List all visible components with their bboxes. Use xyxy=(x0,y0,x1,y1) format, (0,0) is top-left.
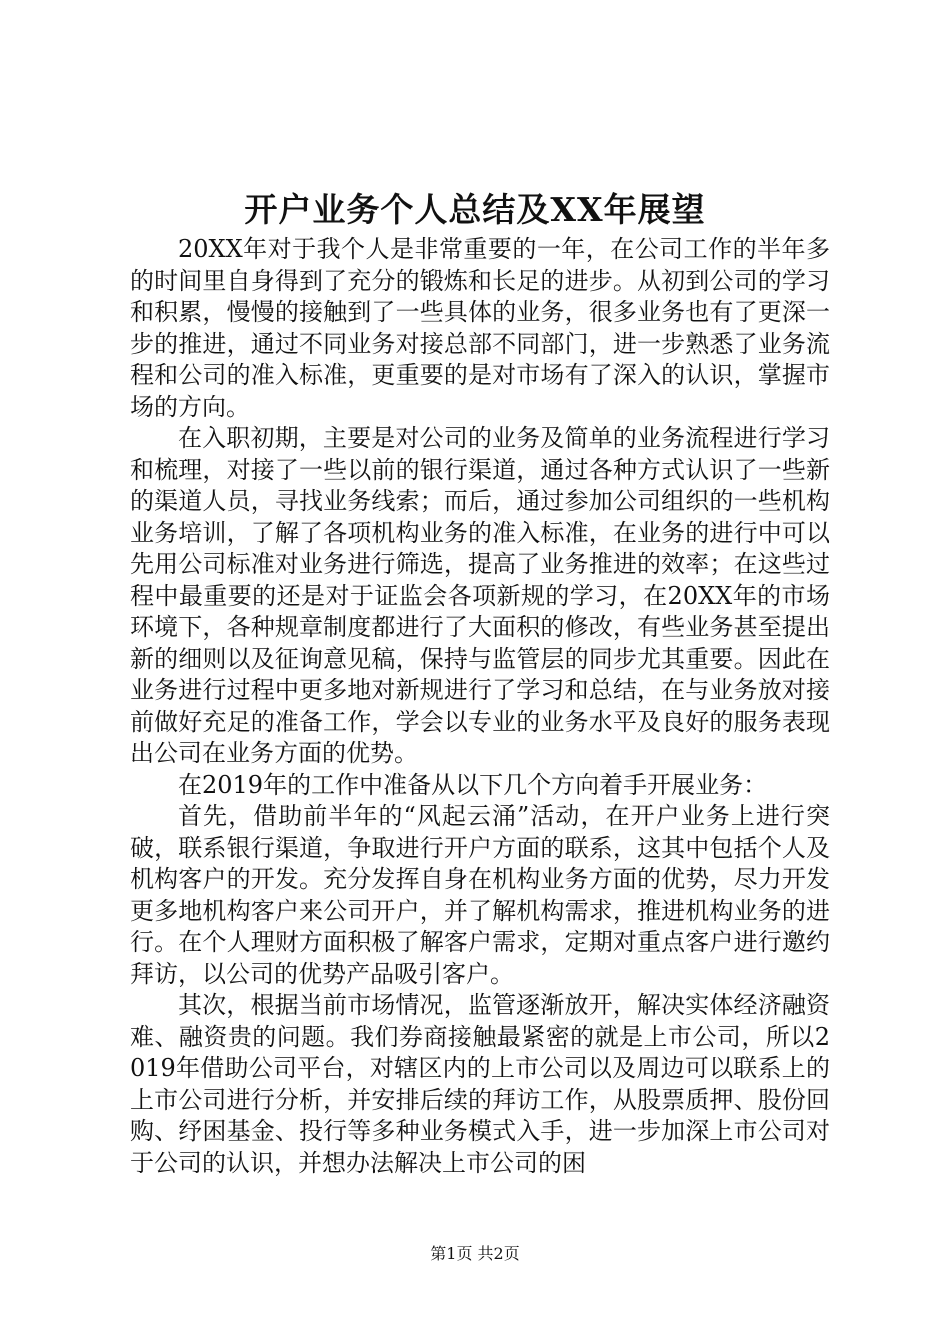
paragraph-second-direction: 其次，根据当前市场情况，监管逐渐放开，解决实体经济融资难、融资贵的问题。我们券商接触最紧密的就是上市公司，所以2019年借助公司平台，对辖区内的上市公司以及周边可以联系上的上市公司进行分析，并安排后续的拜访工作，从股票质押、股份回购、纾困基金、投行等多种业务模式入手，进一步加深上市公司对于公司的认识，并想办法解决上市公司的困 xyxy=(130,991,830,1177)
paragraph-first-direction: 首先，借助前半年的“风起云涌”活动，在开户业务上进行突破，联系银行渠道，争取进行开户方面的联系，这其中包括个人及机构客户的开发。充分发挥自身在机构业务方面的优势，尽力开发更多地机构客户来公司开户，并了解机构需求，推进机构业务的进行。在个人理财方面积极了解客户需求，定期对重点客户进行邀约拜访，以公司的优势产品吸引客户。 xyxy=(130,802,830,988)
page-number-footer: 第1页 共2页 xyxy=(430,1244,520,1263)
paragraph-early-stage: 在入职初期，主要是对公司的业务及简单的业务流程进行学习和梳理，对接了一些以前的银行渠道，通过各种方式认识了一些新的渠道人员，寻找业务线索；而后，通过参加公司组织的一些机构业务培训，了解了各项机构业务的准入标准，在业务的进行中可以先用公司标准对业务进行筛选，提高了业务推进的效率；在这些过程中最重要的还是对于证监会各项新规的学习，在20XX年的市场环境下，各种规章制度都进行了大面积的修改，有些业务甚至提出新的细则以及征询意见稿，保持与监管层的同步尤其重要。因此在业务进行过程中更多地对新规进行了学习和总结，在与业务放对接前做好充足的准备工作，学会以专业的业务水平及良好的服务表现出公司在业务方面的优势。 xyxy=(130,424,830,767)
document-body xyxy=(130,234,830,1179)
document-title: 开户业务个人总结及XX年展望 xyxy=(244,190,706,229)
paragraph-intro: 20XX年对于我个人是非常重要的一年，在公司工作的半年多的时间里自身得到了充分的锻炼和长足的进步。从初到公司的学习和积累，慢慢的接触到了一些具体的业务，很多业务也有了更深一步的推进，通过不同业务对接总部不同部门，进一步熟悉了业务流程和公司的准入标准，更重要的是对市场有了深入的认识，掌握市场的方向。 xyxy=(130,235,830,421)
paragraph-plan-intro: 在2019年的工作中准备从以下几个方向着手开展业务： xyxy=(178,770,768,799)
